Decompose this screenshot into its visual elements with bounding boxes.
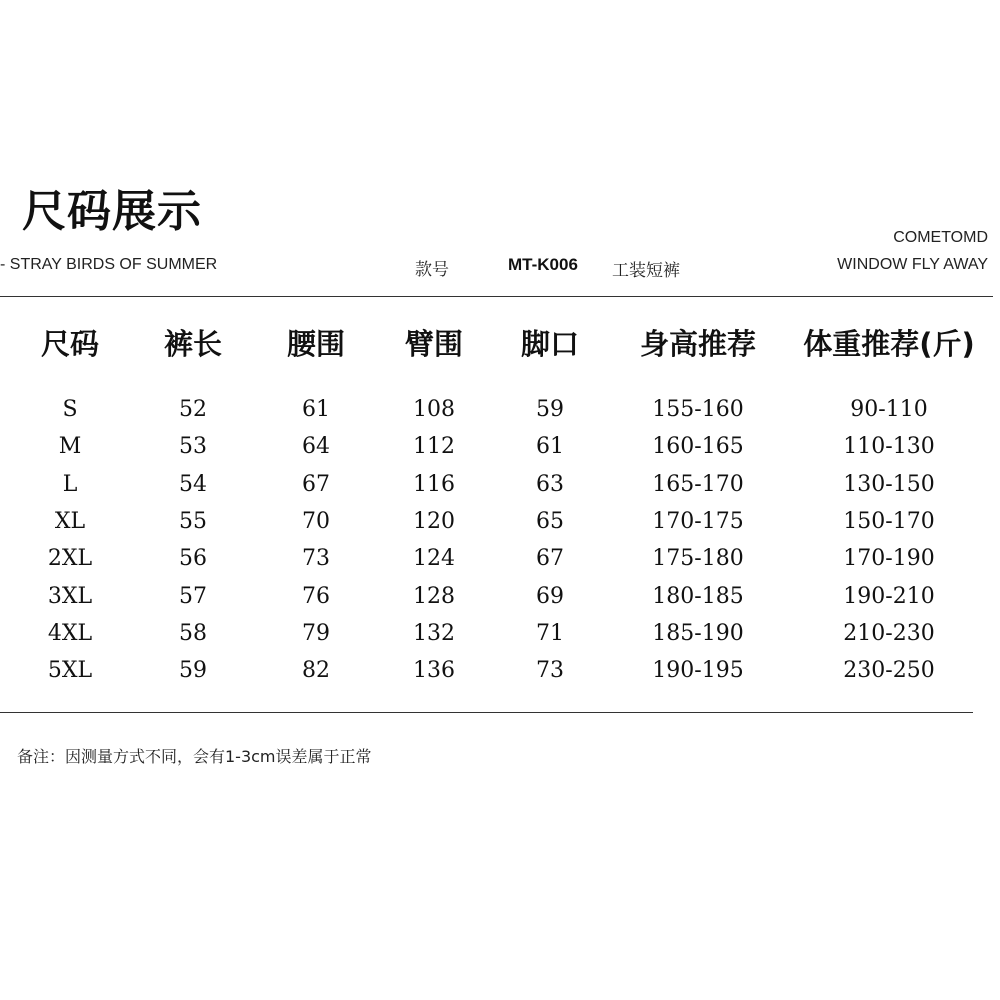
tagline: - STRAY BIRDS OF SUMMER — [0, 256, 218, 273]
cell-weight: 90-110 — [850, 397, 928, 423]
cell-waist: 79 — [302, 620, 330, 646]
header-height: 身高推荐 — [639, 327, 756, 361]
cell-height: 190-195 — [652, 658, 744, 684]
table-row — [0, 428, 1000, 465]
cell-height: 180-185 — [652, 583, 744, 609]
cell-hip: 120 — [413, 509, 455, 535]
cell-weight: 190-210 — [843, 583, 935, 609]
cell-length: 57 — [179, 583, 207, 609]
cell-weight: 130-150 — [843, 471, 935, 497]
cell-waist: 61 — [302, 397, 330, 423]
cell-hip: 108 — [413, 397, 455, 423]
cell-leg-opening: 69 — [536, 583, 564, 609]
cell-length: 55 — [179, 509, 207, 535]
cell-length: 54 — [179, 471, 207, 497]
top-divider — [0, 296, 993, 297]
cell-waist: 64 — [302, 434, 330, 460]
cell-waist: 70 — [302, 509, 330, 535]
cell-waist: 82 — [302, 658, 330, 684]
model-code: MT-K006 — [508, 255, 578, 274]
cell-length: 52 — [179, 397, 207, 423]
cell-size: 4XL — [47, 620, 93, 646]
table-row — [0, 577, 1000, 614]
cell-leg-opening: 63 — [536, 471, 564, 497]
cell-leg-opening: 71 — [536, 620, 564, 646]
cell-height: 185-190 — [652, 620, 744, 646]
cell-waist: 76 — [302, 583, 330, 609]
cell-weight: 110-130 — [843, 434, 935, 460]
cell-length: 59 — [179, 658, 207, 684]
brand-line-2: WINDOW FLY AWAY — [837, 256, 988, 273]
cell-hip: 116 — [413, 471, 455, 497]
cell-length: 56 — [179, 546, 207, 572]
cell-hip: 128 — [413, 583, 455, 609]
cell-waist: 73 — [302, 546, 330, 572]
footnote: 备注：因测量方式不同，会有1-3cm误差属于正常 — [17, 747, 372, 766]
header-length: 裤长 — [163, 327, 222, 361]
table-header-row — [0, 320, 1000, 365]
page-title: 尺码展示 — [22, 186, 202, 237]
table-row — [0, 391, 1000, 428]
table-row — [0, 466, 1000, 503]
size-table — [0, 320, 1000, 689]
cell-height: 170-175 — [652, 509, 744, 535]
cell-height: 155-160 — [652, 397, 744, 423]
brand-line-1: COMETOMD — [893, 229, 988, 246]
table-row — [0, 652, 1000, 689]
cell-size: M — [58, 434, 82, 460]
cell-size: XL — [54, 509, 86, 535]
header-weight: 体重推荐(斤) — [803, 327, 975, 361]
cell-hip: 136 — [413, 658, 455, 684]
cell-size: S — [62, 397, 78, 423]
cell-length: 53 — [179, 434, 207, 460]
header-size: 尺码 — [40, 327, 99, 361]
header-spacer — [0, 365, 1000, 391]
cell-leg-opening: 59 — [536, 397, 564, 423]
cell-size: 3XL — [47, 583, 93, 609]
table-row — [0, 615, 1000, 652]
cell-hip: 112 — [413, 434, 455, 460]
spacer-cell — [0, 365, 1000, 391]
cell-waist: 67 — [302, 471, 330, 497]
cell-size: L — [62, 471, 78, 497]
model-name: 工装短裤 — [612, 261, 680, 281]
cell-hip: 124 — [413, 546, 455, 572]
cell-height: 160-165 — [652, 434, 744, 460]
cell-hip: 132 — [413, 620, 455, 646]
table-row — [0, 503, 1000, 540]
cell-leg-opening: 67 — [536, 546, 564, 572]
cell-weight: 210-230 — [843, 620, 935, 646]
model-label: 款号 — [415, 260, 449, 280]
cell-weight: 230-250 — [843, 658, 935, 684]
cell-height: 165-170 — [652, 471, 744, 497]
cell-leg-opening: 65 — [536, 509, 564, 535]
cell-size: 2XL — [47, 546, 93, 572]
cell-leg-opening: 73 — [536, 658, 564, 684]
cell-length: 58 — [179, 620, 207, 646]
bottom-divider — [0, 712, 973, 713]
cell-leg-opening: 61 — [536, 434, 564, 460]
cell-weight: 170-190 — [843, 546, 935, 572]
header-leg-opening: 脚口 — [520, 327, 579, 361]
cell-size: 5XL — [47, 658, 93, 684]
cell-weight: 150-170 — [843, 509, 935, 535]
table-row — [0, 540, 1000, 577]
header-waist: 腰围 — [286, 327, 345, 361]
cell-height: 175-180 — [652, 546, 744, 572]
header-hip: 臂围 — [404, 327, 463, 361]
